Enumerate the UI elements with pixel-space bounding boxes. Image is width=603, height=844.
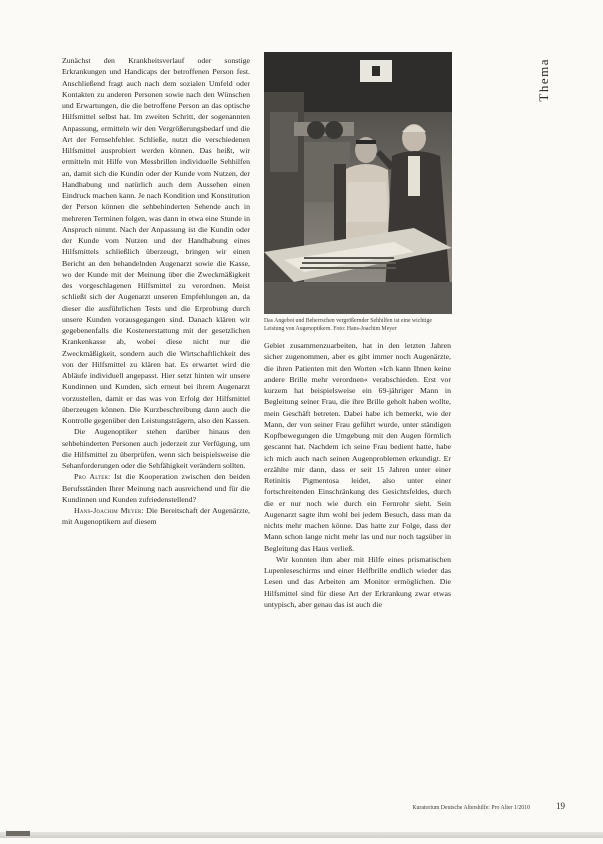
- bottom-divider: [0, 832, 603, 838]
- right-column: [264, 340, 451, 610]
- interview-question: [62, 471, 250, 505]
- bottom-marker: [6, 831, 30, 836]
- interviewer-label: Pro Alter:: [74, 472, 111, 482]
- photo-caption: Das Angebot und Beherrschen vergrößernder Sehhilfen ist eine wichtige Leistung von Augenoptikern. Foto: Hans-Joachim Meyer: [264, 318, 432, 332]
- photo-image: [264, 52, 452, 314]
- paragraph: Wir konnten ihm aber mit Hilfe eines prismatischen Lupenleseschirms und einer Helfbrille endlich wieder das Lesen und das Arbeiten am Monitor ermöglichen. Die Hilfsmittel sind für diese Art der Erkrankung zwar etwas untypisch, aber genau das ist auch die: [264, 554, 451, 609]
- interviewee-label: Hans-Joachim Meyer:: [74, 506, 144, 515]
- eye-examination-photo: [264, 52, 452, 314]
- paragraph: Die Augenoptiker stehen darüber hinaus den sehbehinderten Personen auch jederzeit zur Verfügung, um die Hilfsmittel zu überprüfen, wenn sich beispielsweise die Sehanforderungen oder die Sehfähigkeit verändern sollten.: [62, 427, 250, 470]
- paragraph: Zunächst den Krankheitsverlauf oder sonstige Erkrankungen und Handicaps der betroffenen Person fest. Anschließend fragt auch nach dem sozialen Umfeld oder Kontakten zu anderen Personen sowie nach den Wünschen und Erwartungen, die die betroffene Person an das optische Hilfsmittel selbst hat. Im zweiten Schritt, der sogenannten Anpassung, ermitteln wir den Vergrößerungsbedarf und die Art der Fernsehfehler. Schließe, nutzt die verschiedenen Hilfsmittel ausprobiert werden können. Das heißt, wir ermitteln mit Hilfe von Messbrillen individuelle Sehhilfen an, damit sich die Kundin oder der Kunde vom Nutzen, der Handhabung und natürlich auch dem Aussehen einen Eindruck machen kann. Je nach Kondition und Konstitution der Person können die sehbehinderten Sehende auch in mehreren Terminen folgen, was dann in etwa eine Stunde in Anspruch nimmt. Nach der Anpassung ist die Kundin oder der Kunde vom Nutzen und der Handhabung eines Hilfsmittels schließlich überzeugt, bringen wir einen Bericht an den behandelnden Augenarzt sowie die Kasse, wo der Kunde mit der Meinung über die Zweckmäßigkeit des vorgeschlagenen Hilfsmittel zu verordnen. Meist schließt sich der Augenarzt unseren Empfehlungen an, da dieser die ausführlichen Tests und die Erprobung durch unsere Kunden vorausgegangen sind. Danach klären wir gegebenenfalls die Kostenerstattung mit der gesetzlichen Krankenkasse ab, wobei diese nicht nur die Zweckmäßigkeit, sondern auch die Wirtschaftlichkeit des von der Hilfsmittel zu klären hat. Es erwartet wird die Abläufe individuell angepasst. Hier setzt hinten wir unsere Kundinnen und Kunden, sich erneut bei ihrem Augenarzt vorzustellen, damit er das was von Erfolg der Hilfsmittel überzeugen können. Die Kurzbeschreibung dann auch die Kontrolle gegenüber den Leistungsträgern, also den Kassen.: [62, 56, 250, 425]
- page-number: 19: [556, 801, 565, 811]
- interview-answer: [62, 505, 250, 528]
- section-label: Thema: [536, 58, 551, 102]
- question-text: Ist die Kooperation zwischen den beiden Berufsständen Ihrer Meinung nach ausreichend und für die Kundinnen und Kunden zufriedenstellend?: [62, 472, 251, 504]
- answer-text: Die Bereitschaft der Augenärzte, mit Augenoptikern auf diesem: [62, 506, 250, 527]
- left-column: [62, 55, 250, 528]
- footer-source: Kuratorium Deutsche Altershilfe: Pro Alter 1/2010: [412, 805, 530, 811]
- paragraph: Gebiet zusammenzuarbeiten, hat in den letzten Jahren sicher zugenommen, aber es gibt immer noch Augenärzte, die ihren Patienten mit den Worten »Ich kann Ihnen keine andere Brille mehr verordnen« verabschieden. Erst vor kurzem hat beispielsweise ein 69-jähriger Mann in Begleitung seiner Frau, die ihre Brille geholt haben wollte, mein Geschäft betreten. Dabei habe ich bemerkt, wie der Mann, der von seiner Frau geführt wurde, unter ständigen Kopfbewegungen die Umgebung mit den Augen förmlich gescannt hat. Nachdem ich seine Frau bedient hatte, habe ich mich auch nach seinen Augenproblemen erkundigt. Er erzählte mir dann, dass er seit 15 Jahren unter einer Retinitis Pigmentosa leidet, also unter einer fortschreitenden Einschränkung des Gesichtsfeldes, durch die er nur noch wie durch ein Fernrohr sieht. Sein Augenarzt sagte ihm wohl bei jedem Besuch, dass man da nichts mehr machen könne. Das hatte zur Folge, dass der Mann schon lange nicht mehr las und nur noch tagsüber in Begleitung das Haus verließ.: [264, 341, 451, 553]
